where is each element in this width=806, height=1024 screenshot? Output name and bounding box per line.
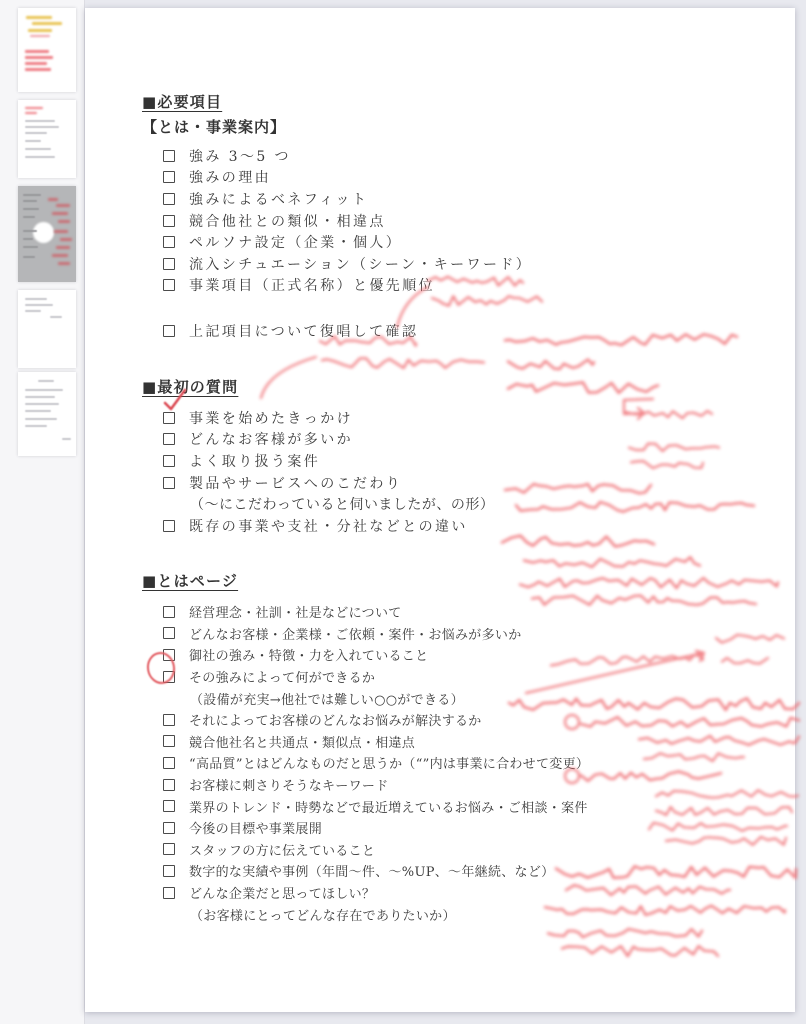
thumbnail-decoration-line (25, 62, 47, 65)
checklist-item-note (142, 903, 589, 925)
thumbnail-decoration-line (23, 200, 37, 202)
note-label: （お客様にとってどんな存在でありたいか） (190, 908, 456, 924)
thumbnail-decoration-line (25, 310, 41, 312)
checkbox (163, 627, 175, 639)
checklist-item-note (142, 493, 494, 515)
checklist-item-label: 流入シチュエーション（シーン・キーワード） (189, 256, 533, 273)
document-section (142, 571, 589, 925)
thumbnail-decoration-line (30, 35, 50, 37)
thumbnail-decoration-line (25, 112, 37, 114)
note-label: （～にこだわっていると伺いましたが、の形） (190, 497, 495, 514)
checklist-item-label: それによってお客様のどんなお悩みが解決するか (189, 714, 482, 730)
checkbox (163, 822, 175, 834)
checkbox (163, 843, 175, 855)
thumbnail-decoration-line (23, 230, 37, 232)
section-heading: ■とはページ (142, 572, 239, 590)
checkbox (163, 215, 175, 227)
checklist-item (142, 210, 532, 232)
checklist-item (142, 731, 589, 753)
thumbnail-decoration-line (25, 410, 51, 412)
checklist-item-label: 上記項目について復唱して確認 (189, 323, 419, 340)
checkbox (163, 236, 175, 248)
thumbnail-decoration-line (25, 304, 53, 306)
checklist-item (142, 752, 589, 774)
checklist-item (142, 231, 532, 253)
checkbox (163, 757, 175, 769)
checklist-item-label: 事業項目（正式名称）と優先順位 (189, 278, 435, 295)
thumbnail-decoration-line (25, 132, 47, 134)
checkbox (163, 649, 175, 661)
checklist-item (142, 795, 589, 817)
thumbnail-decoration-line (23, 246, 38, 248)
checklist-item-label: “高品質”とはどんなものだと思うか（“”内は事業に合わせて変更） (189, 757, 590, 773)
thumbnail-decoration-line (23, 194, 41, 196)
checkbox (163, 433, 175, 445)
checkbox (163, 671, 175, 683)
thumbnail-decoration-line (52, 254, 68, 257)
thumbnail-decoration-line (25, 120, 55, 122)
checklist-item-label: その強みによって何ができるか (189, 671, 376, 687)
document-page (85, 8, 795, 1012)
checklist-item (142, 774, 589, 796)
checkbox (163, 279, 175, 291)
thumbnail-decoration-line (23, 238, 33, 240)
thumbnail-circle-mark (33, 222, 54, 243)
page-thumbnail-1[interactable] (18, 8, 76, 92)
thumbnail-decoration-line (52, 212, 68, 215)
checkbox (163, 800, 175, 812)
checkbox (163, 606, 175, 618)
checklist-item-label: 事業を始めたきっかけ (189, 410, 353, 427)
section-subheading: 【とは・事業案内】 (142, 118, 287, 136)
checklist-item (142, 188, 532, 210)
checkbox (163, 455, 175, 467)
page-thumbnail-4[interactable] (18, 290, 76, 368)
checklist-item (142, 167, 532, 189)
thumbnail-decoration-line (25, 403, 59, 405)
checkbox (163, 325, 175, 337)
checkbox (163, 520, 175, 532)
checklist-item (142, 145, 532, 167)
checklist-item-label: 経営理念・社訓・社是などについて (189, 606, 402, 622)
checkbox (163, 477, 175, 489)
thumbnail-decoration-line (25, 148, 51, 150)
thumbnail-decoration-line (58, 262, 70, 265)
checklist-item (142, 320, 532, 342)
checklist-item-label: 強み 3～5 つ (189, 148, 291, 165)
checklist-item (142, 275, 532, 297)
thumbnail-decoration-line (25, 418, 57, 420)
thumbnail-decoration-line (62, 438, 71, 440)
checklist-item-label: ペルソナ設定（企業・個人） (189, 235, 403, 252)
thumbnail-decoration-line (56, 246, 70, 249)
thumbnail-decoration-line (25, 140, 41, 142)
checkbox (163, 193, 175, 205)
checklist-item-label: 今後の目標や事業展開 (189, 822, 323, 838)
thumbnail-decoration-line (25, 298, 47, 300)
checklist-item (142, 882, 589, 904)
checklist-item (142, 666, 589, 688)
checkbox (163, 865, 175, 877)
page-thumbnail-5[interactable] (18, 372, 76, 456)
checklist-item-note (142, 687, 589, 709)
checklist-item-label: スタッフの方に伝えていること (189, 843, 376, 859)
thumbnail-decoration-line (48, 198, 58, 201)
checklist-item-label: 既存の事業や支社・分社などとの違い (189, 518, 468, 535)
document-section (142, 92, 532, 342)
checklist-item (142, 450, 494, 472)
thumbnail-decoration-line (25, 50, 49, 53)
thumbnail-decoration-line (25, 56, 53, 59)
checklist-item (142, 860, 589, 882)
thumbnail-decoration-line (56, 204, 70, 207)
thumbnail-decoration-line (23, 256, 35, 258)
checklist-item (142, 709, 589, 731)
checkbox (163, 412, 175, 424)
checkbox (163, 779, 175, 791)
thumbnail-decoration-line (32, 22, 62, 25)
thumbnail-decoration-line (60, 238, 72, 241)
note-label: （設備が充実→他社では難しい○○ができる） (190, 692, 464, 708)
document-section (142, 377, 494, 537)
checkbox (163, 887, 175, 899)
checklist-item-label: お客様に刺さりそうなキーワード (189, 779, 389, 795)
page-thumbnail-2[interactable] (18, 100, 76, 178)
checklist-item (142, 429, 494, 451)
checkbox (163, 714, 175, 726)
checklist-item-label: 数字的な実績や事例（年間～件、～%UP、～年継続、など） (189, 865, 555, 881)
thumbnail-decoration-line (25, 396, 55, 398)
checklist-item (142, 515, 494, 537)
checklist-item (142, 839, 589, 861)
checklist-item-label: 御社の強み・特徴・力を入れていること (189, 649, 429, 665)
thumbnail-decoration-line (50, 316, 62, 318)
thumbnail-decoration-line (25, 126, 59, 128)
checklist-item-label: どんなお客様が多いか (189, 432, 353, 449)
page-thumbnail-3-selected[interactable] (18, 186, 76, 282)
thumbnail-decoration-line (23, 216, 35, 218)
thumbnail-decoration-line (25, 156, 55, 158)
checklist-item-label: 競合他社との類似・相違点 (189, 213, 386, 230)
checklist-item-label: 強みによるベネフィット (189, 191, 369, 208)
checkbox (163, 150, 175, 162)
checklist-item (142, 644, 589, 666)
checklist-item-label: どんなお客様・企業様・ご依頼・案件・お悩みが多いか (189, 627, 522, 643)
section-heading: ■最初の質問 (142, 378, 239, 396)
thumbnail-decoration-line (38, 380, 54, 382)
thumbnail-decoration-line (25, 68, 51, 71)
checklist-item (142, 472, 494, 494)
checklist-item (142, 601, 589, 623)
thumbnail-decoration-line (28, 29, 52, 32)
thumbnail-decoration-line (25, 107, 43, 109)
thumbnail-decoration-line (58, 220, 70, 223)
thumbnail-decoration-line (26, 16, 52, 19)
thumbnail-decoration-line (25, 389, 63, 391)
checklist-item-label: 製品やサービスへのこだわり (189, 475, 403, 492)
thumbnail-decoration-line (23, 208, 39, 210)
checklist-item (142, 253, 532, 275)
checklist-item (142, 623, 589, 645)
checklist-item-label: 強みの理由 (189, 170, 271, 187)
checklist-item-label: 競合他社名と共通点・類似点・相違点 (189, 735, 416, 751)
thumbnail-decoration-line (54, 230, 68, 233)
checklist-item (142, 817, 589, 839)
checkbox (163, 258, 175, 270)
checklist-item-label: 業界のトレンド・時勢などで最近増えているお悩み・ご相談・案件 (189, 800, 588, 816)
thumbnail-decoration-line (25, 425, 47, 427)
checkbox (163, 171, 175, 183)
section-heading: ■必要項目 (142, 93, 223, 111)
checklist-item-label: よく取り扱う案件 (189, 453, 321, 470)
thumbnail-sidebar (0, 0, 85, 1024)
checklist-item (142, 407, 494, 429)
checkbox (163, 735, 175, 747)
checklist-item-label: どんな企業だと思ってほしい？ (189, 887, 376, 903)
